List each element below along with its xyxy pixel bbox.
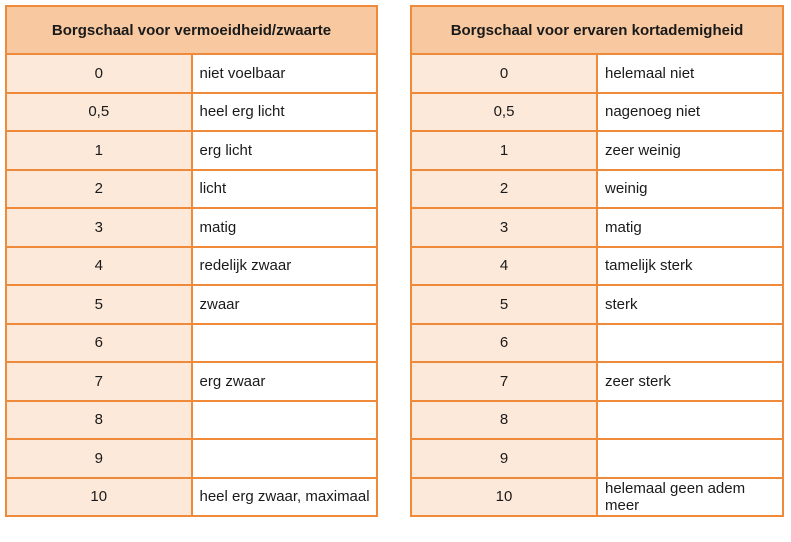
scale-value: 10 [6,478,192,517]
scale-value: 4 [411,247,597,286]
table-row [411,362,783,401]
table-row [6,401,377,440]
scale-description [192,324,378,363]
scale-value: 2 [6,170,192,209]
scale-value: 6 [6,324,192,363]
scale-value: 7 [411,362,597,401]
scale-description: heel erg licht [192,93,378,132]
scale-value: 7 [6,362,192,401]
table-row [6,131,377,170]
scale-value: 2 [411,170,597,209]
table-row [411,208,783,247]
table-row [6,247,377,286]
scale-description: erg zwaar [192,362,378,401]
scale-value: 10 [411,478,597,517]
scale-description: matig [192,208,378,247]
table-row [6,208,377,247]
table-row [411,131,783,170]
table-row [411,247,783,286]
table-row [6,170,377,209]
scale-value: 1 [411,131,597,170]
table-row [6,478,377,517]
table-row [6,362,377,401]
table-row [6,439,377,478]
scale-description [192,439,378,478]
scale-description: sterk [597,285,783,324]
scale-description: zwaar [192,285,378,324]
scale-value: 0 [411,54,597,93]
table-title: Borgschaal voor ervaren kortademigheid [411,6,783,54]
table-row [6,93,377,132]
scale-value: 9 [6,439,192,478]
table-row [411,93,783,132]
table-title: Borgschaal voor vermoeidheid/zwaarte [6,6,377,54]
scale-description: erg licht [192,131,378,170]
scale-description: niet voelbaar [192,54,378,93]
scale-description [192,401,378,440]
borg-scale-breathlessness-table [410,5,784,517]
table-row [411,439,783,478]
scale-value: 4 [6,247,192,286]
table-row [411,54,783,93]
table-row [6,285,377,324]
borg-scale-fatigue-table [5,5,378,517]
scale-value: 8 [6,401,192,440]
scale-value: 3 [6,208,192,247]
table-row [411,285,783,324]
table-row [6,54,377,93]
scale-value: 5 [6,285,192,324]
scale-description [597,439,783,478]
table-header-row [6,6,377,54]
scale-value: 0 [6,54,192,93]
scale-value: 8 [411,401,597,440]
scale-description: licht [192,170,378,209]
scale-value: 0,5 [411,93,597,132]
scale-value: 3 [411,208,597,247]
scale-description: helemaal niet [597,54,783,93]
scale-value: 1 [6,131,192,170]
table-row [6,324,377,363]
scale-description: heel erg zwaar, maximaal [192,478,378,517]
table-row [411,170,783,209]
scale-value: 0,5 [6,93,192,132]
scale-description: tamelijk sterk [597,247,783,286]
scale-description: nagenoeg niet [597,93,783,132]
scale-description: helemaal geen adem meer [597,478,783,517]
scale-value: 5 [411,285,597,324]
scale-description: zeer sterk [597,362,783,401]
scale-description: redelijk zwaar [192,247,378,286]
table-header-row [411,6,783,54]
scale-description: weinig [597,170,783,209]
scale-description [597,324,783,363]
scale-description [597,401,783,440]
scale-value: 6 [411,324,597,363]
table-row [411,324,783,363]
table-row [411,478,783,517]
scale-description: matig [597,208,783,247]
scale-value: 9 [411,439,597,478]
scale-description: zeer weinig [597,131,783,170]
table-row [411,401,783,440]
